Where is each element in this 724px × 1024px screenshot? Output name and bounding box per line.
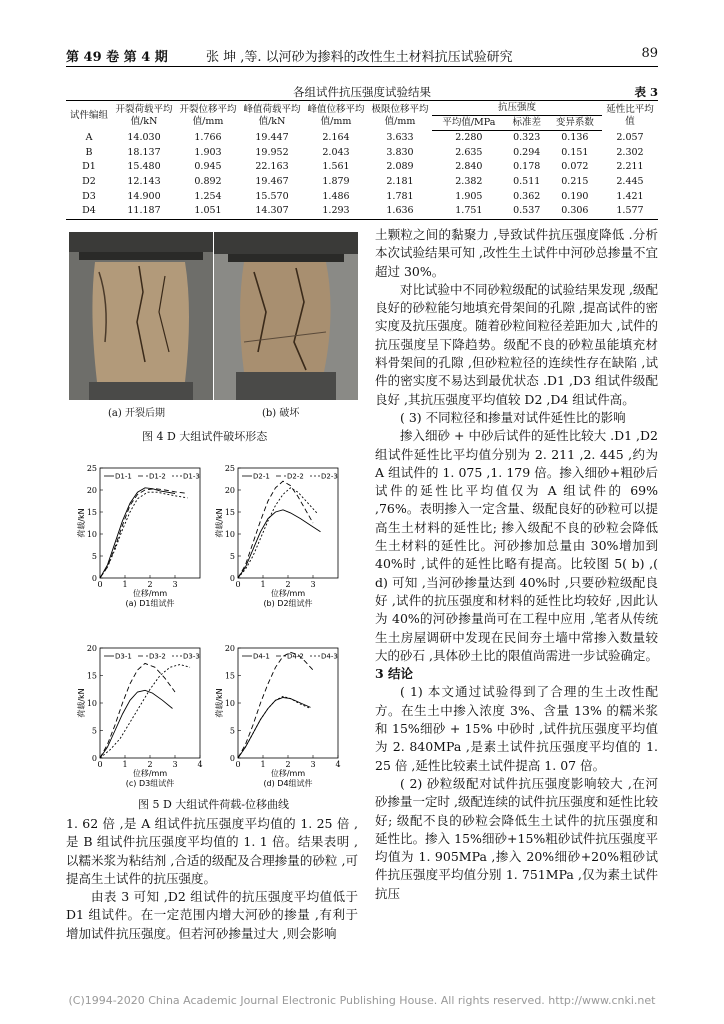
legend-label: D3-3	[183, 652, 200, 661]
series-line-D2-2	[238, 481, 313, 578]
x-axis-label: 位移/mm	[270, 769, 306, 778]
y-tick-label: 5	[91, 552, 97, 561]
x-tick-label: 0	[97, 760, 103, 769]
y-tick-label: 10	[224, 530, 235, 539]
chart-subtitle: (d) D4组试件	[263, 779, 313, 788]
x-tick-label: 3	[172, 760, 178, 769]
y-tick-label: 25	[86, 464, 97, 473]
x-tick-label: 1	[260, 760, 266, 769]
x-tick-label: 0	[235, 760, 241, 769]
legend-label: D2-2	[287, 472, 304, 481]
x-tick-label: 2	[285, 580, 291, 589]
table-cell: 19.952	[255, 146, 289, 158]
y-tick-label: 15	[224, 508, 235, 517]
y-tick-label: 0	[229, 754, 235, 763]
y-tick-label: 10	[86, 530, 97, 539]
table-cell: 1.751	[455, 205, 483, 217]
th-crack-disp: 开裂位移平均值/mm	[179, 103, 237, 127]
subsection-heading-3: ( 3) 不同粒径和掺量对试件延性比的影响	[400, 409, 626, 425]
table-cell: 1.879	[322, 176, 350, 188]
x-tick-label: 2	[147, 760, 153, 769]
plot-frame	[100, 648, 200, 758]
th-ult-disp: 极限位移平均值/mm	[371, 103, 429, 127]
table-cell: 0.323	[513, 132, 541, 144]
table-cell: 19.467	[255, 176, 289, 188]
table-cell: 0.151	[561, 146, 589, 158]
x-tick-label: 0	[235, 580, 241, 589]
table-cell: 1.766	[194, 132, 222, 144]
table-cell: 1.905	[455, 190, 483, 202]
table-cell: 1.903	[194, 146, 222, 158]
row-group-cell: A	[85, 132, 93, 144]
th-peak-disp: 峰值位移平均值/mm	[307, 103, 365, 127]
photo-failure	[214, 232, 358, 400]
table-cell: 2.043	[322, 146, 350, 158]
th-peak-load: 峰值荷载平均值/kN	[243, 103, 301, 127]
table-row	[66, 160, 658, 175]
table-cell: 2.211	[616, 161, 644, 173]
results-table	[66, 100, 658, 220]
x-tick-label: 1	[122, 760, 128, 769]
y-tick-label: 20	[224, 644, 235, 653]
table-cell: 2.382	[455, 176, 483, 188]
th-strength-avg: 平均值/MPa	[432, 116, 506, 131]
plot-frame	[238, 648, 338, 758]
x-tick-label: 1	[122, 580, 128, 589]
table-cell: 0.537	[513, 205, 541, 217]
table-cell: 1.254	[194, 190, 222, 202]
table-cell: 2.635	[455, 146, 483, 158]
page-number: 89	[641, 46, 658, 61]
x-tick-label: 1	[260, 580, 266, 589]
y-axis-label: 荷载/kN	[215, 688, 224, 718]
fig4b-label: (b) 破坏	[262, 408, 300, 419]
table-cell: 3.633	[386, 132, 414, 144]
y-tick-label: 5	[229, 726, 235, 736]
left-paragraph-1: 1. 62 倍 ,是 A 组试件抗压强度平均值的 1. 25 倍 ,是 B 组试件抗压强度平均值的 1. 1 倍。结果表明 ,以糯米浆为粘结剂 ,合适的级配及合理掺量的砂粒 ,可提高生土试件的抗压强度。	[66, 816, 358, 886]
table-cell: 1.781	[386, 190, 414, 202]
x-tick-label: 4	[335, 760, 341, 769]
x-tick-label: 2	[147, 580, 153, 589]
table-cell: 1.421	[616, 190, 644, 202]
row-group-cell: D2	[82, 176, 96, 188]
plot-frame	[100, 468, 200, 578]
table-cell: 2.445	[616, 176, 644, 188]
table-cell: 1.293	[322, 205, 350, 217]
table-cell: 0.190	[561, 190, 589, 202]
table-cell: 2.057	[616, 132, 644, 144]
y-tick-label: 15	[86, 508, 97, 517]
right-paragraph-2: 对比试验中不同砂粒级配的试验结果发现 ,级配良好的砂粒能匀地填充骨架间的孔隙 ,提高试件的密实度及抗压强度。随着砂粒间粒径差距加大 ,试件的抗压强度呈下降趋势。级配不良的砂粒虽能填充材料骨架间的孔隙 ,但砂粒粒径的连续性存在缺陷 ,试件的密实度不易达到最优状态 .D1 ,D3 组试件级配良好 ,其抗压强度平均值较 D2 ,D4 组试件高。	[375, 281, 658, 407]
series-line-D2-1	[238, 510, 321, 578]
section-heading-conclusion: 3 结论	[375, 666, 414, 682]
legend-label: D4-1	[253, 652, 270, 661]
article-running-title: 张 坤 ,等. 以河砂为掺料的改性生土材料抗压试验研究	[206, 50, 513, 65]
x-axis-label: 位移/mm	[132, 589, 168, 598]
y-tick-label: 5	[229, 552, 235, 561]
series-line-D4-3	[238, 696, 311, 758]
table-cell: 2.181	[386, 176, 414, 188]
table-cell: 18.137	[127, 146, 161, 158]
table-cell: 0.362	[513, 190, 541, 202]
series-line-D2-3	[238, 488, 318, 578]
table-cell: 14.900	[127, 190, 161, 202]
table-cell: 0.892	[194, 176, 222, 188]
table-cell: 1.561	[322, 161, 350, 173]
th-strength-cv: 变异系数	[548, 116, 602, 131]
y-tick-label: 10	[224, 699, 235, 708]
table-cell: 14.030	[127, 132, 161, 144]
row-group-cell: B	[85, 146, 93, 158]
journal-volume: 第 49 卷 第 4 期	[66, 50, 168, 65]
series-line-D1-3	[100, 492, 188, 578]
x-axis-label: 位移/mm	[270, 589, 306, 598]
chart-d3	[78, 638, 208, 792]
table-cell: 1.577	[616, 205, 644, 217]
table-cell: 0.072	[561, 161, 589, 173]
y-tick-label: 15	[224, 671, 235, 681]
chart-subtitle: (a) D1组试件	[125, 599, 175, 608]
right-column	[375, 226, 658, 903]
y-axis-label: 荷载/kN	[77, 688, 86, 718]
x-tick-label: 2	[285, 760, 291, 769]
table-cell: 1.636	[386, 205, 414, 217]
table-cell: 0.215	[561, 176, 589, 188]
chart-d4	[216, 638, 346, 792]
y-tick-label: 0	[91, 574, 97, 583]
series-line-D3-1	[100, 690, 173, 758]
legend-label: D3-1	[115, 652, 132, 661]
table-row	[66, 131, 658, 146]
table-cell: 15.480	[127, 161, 161, 173]
table-row	[66, 189, 658, 204]
table-cell: 0.945	[194, 161, 222, 173]
chart-d2	[216, 458, 346, 612]
right-paragraph-4: ( 1) 本文通过试验得到了合理的生土改性配方。在生土中掺入浓度 3%、含量 13% 的糯米浆和 15%细砂 + 15% 中砂时 ,试件抗压强度平均值为 2. 840MPa ,是素土试件抗压强度平均值的 1. 25 倍 ,延性比较素土试件提高 1. 07 倍。	[375, 684, 658, 773]
th-ductility: 延性比平均值	[606, 103, 654, 127]
legend-label: D4-2	[287, 652, 304, 661]
legend-label: D2-1	[253, 472, 270, 481]
row-group-cell: D4	[82, 205, 96, 217]
x-axis-label: 位移/mm	[132, 769, 168, 778]
table-row	[66, 204, 658, 219]
table-cell: 1.486	[322, 190, 350, 202]
x-tick-label: 0	[97, 580, 103, 589]
legend-label: D1-2	[149, 472, 166, 481]
legend-label: D1-1	[115, 472, 132, 481]
y-tick-label: 0	[229, 574, 235, 583]
y-tick-label: 20	[86, 486, 97, 495]
th-crack-load: 开裂荷载平均值/kN	[115, 103, 173, 127]
left-paragraph-2: 由表 3 可知 ,D2 组试件的抗压强度平均值低于 D1 组试件。在一定范围内增大河砂的掺量 ,有利于增加试件抗压强度。但若河砂掺量过大 ,则会影响	[66, 889, 358, 941]
series-line-D3-3	[100, 665, 190, 759]
chart-subtitle: (b) D2组试件	[263, 599, 313, 608]
y-axis-label: 荷载/kN	[77, 508, 86, 538]
legend-label: D2-3	[321, 472, 338, 481]
y-axis-label: 荷载/kN	[215, 508, 224, 538]
table-number: 表 3	[634, 85, 658, 99]
table-cell: 0.294	[513, 146, 541, 158]
table-cell: 0.178	[513, 161, 541, 173]
table-cell: 2.164	[322, 132, 350, 144]
table-cell: 12.143	[127, 176, 161, 188]
table-cell: 0.511	[513, 176, 541, 188]
legend-label: D1-3	[183, 472, 200, 481]
fig5-caption: 图 5 D 大组试件荷载-位移曲线	[138, 798, 290, 811]
x-tick-label: 3	[310, 580, 316, 589]
table-row	[66, 175, 658, 190]
y-tick-label: 5	[91, 726, 97, 736]
x-tick-label: 4	[197, 760, 203, 769]
y-tick-label: 0	[91, 754, 97, 763]
table-cell: 2.302	[616, 146, 644, 158]
table-cell: 19.447	[255, 132, 289, 144]
th-group: 试件编组	[69, 109, 108, 121]
series-line-D1-2	[100, 489, 185, 578]
copyright-footer: (C)1994-2020 China Academic Journal Electronic Publishing House. All rights reserved. http://www.cnki.net	[68, 994, 656, 1007]
th-strength: 抗压强度	[432, 101, 602, 116]
y-tick-label: 20	[86, 644, 97, 653]
y-tick-label: 25	[224, 464, 235, 473]
table-cell: 14.307	[255, 205, 289, 217]
photo-cracking	[69, 232, 213, 400]
table-row	[66, 146, 658, 161]
series-line-D4-1	[238, 698, 311, 759]
fig4-caption: 图 4 D 大组试件破坏形态	[142, 430, 268, 443]
legend-label: D4-3	[321, 652, 338, 661]
x-tick-label: 3	[310, 760, 316, 769]
x-tick-label: 3	[172, 580, 178, 589]
fig4a-label: (a) 开裂后期	[108, 408, 165, 419]
right-paragraph-3: 掺入细砂 + 中砂后试件的延性比较大 .D1 ,D2 组试件延性比平均值分别为 2. 211 ,2. 445 ,约为 A 组试件的 1. 075 ,1. 179 倍。掺入细砂+粗砂后试件的延性比平均值仅为 A 组试件的 69% ,76%。表明掺入一定含量、级配良好的砂粒可以提高生土材料的延性比; 掺入级配不良的砂粒会降低生土材料的延性比。河砂掺加总量由 30%增加到 40%时 ,试件的延性比略有提高。比较图 5( b) ,( d) 可知 ,当河砂掺量达到 40%时 ,只要砂粒级配良好 ,试件的抗压强度和材料的延性比均较好 ,因此认为 40%的河砂掺量尚可在工程中应用 ,笔者从传统生土房屋调研中发现在民间夯土墙中常掺入数量较大的砂石 ,具体砂土比的限值尚需进一步试验确定。	[375, 428, 658, 663]
header-rule	[66, 66, 658, 67]
table-cell: 2.280	[455, 132, 483, 144]
table-cell: 0.306	[561, 205, 589, 217]
table-cell: 11.187	[127, 205, 161, 217]
table-cell: 1.051	[194, 205, 222, 217]
right-paragraph-1: 土颗粒之间的黏聚力 ,导致试件抗压强度降低 .分析本次试验结果可知 ,改性生土试件中河砂总掺量不宜超过 30%。	[375, 227, 658, 279]
series-line-D4-2	[238, 652, 313, 758]
right-paragraph-5: ( 2) 砂粒级配对试件抗压强度影响较大 ,在河砂掺量一定时 ,级配连续的试件抗压强度和延性比较好; 级配不良的砂粒会降低生土试件的抗压强度和延性比。掺入 15%细砂+15%粗砂试件抗压强度平均值为 1. 905MPa ,掺入 20%细砂+20%粗砂试件抗压强度平均值分别 1. 751MPa ,仅为素土试件抗压	[375, 775, 658, 901]
table-cell: 2.089	[386, 161, 414, 173]
legend-label: D3-2	[149, 652, 166, 661]
y-tick-label: 10	[86, 699, 97, 708]
table-body	[66, 131, 658, 220]
table-cell: 2.840	[455, 161, 483, 173]
row-group-cell: D1	[82, 161, 96, 173]
chart-subtitle: (c) D3组试件	[125, 779, 175, 788]
table-cell: 0.136	[561, 132, 589, 144]
y-tick-label: 15	[86, 671, 97, 681]
left-column	[66, 815, 358, 943]
row-group-cell: D3	[82, 190, 96, 202]
y-tick-label: 20	[224, 486, 235, 495]
series-line-D1-1	[100, 488, 175, 578]
table-cell: 3.830	[386, 146, 414, 158]
th-strength-sd: 标准差	[506, 116, 548, 131]
table-title: 各组试件抗压强度试验结果	[293, 85, 431, 99]
table-cell: 22.163	[255, 161, 289, 173]
chart-d1	[78, 458, 208, 612]
table-cell: 15.570	[255, 190, 289, 202]
